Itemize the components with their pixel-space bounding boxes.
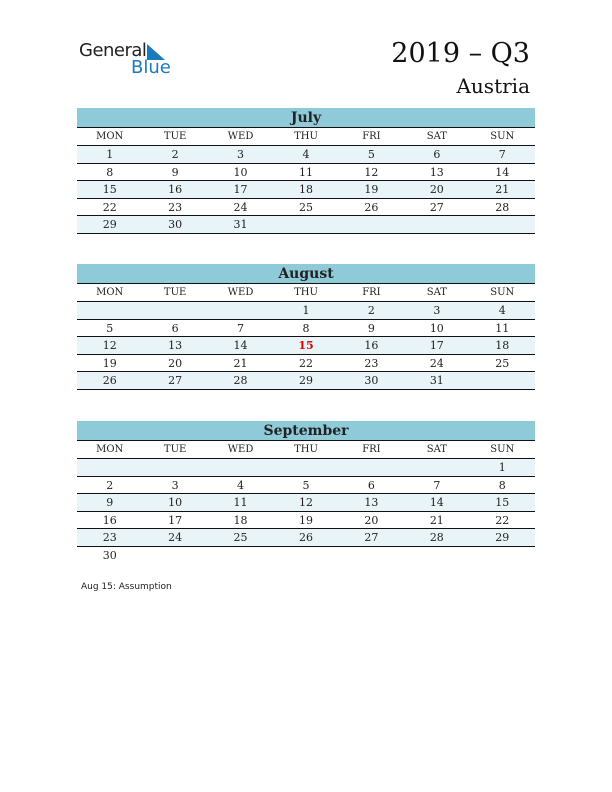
weekday-label: THU — [294, 287, 318, 298]
week-row — [77, 355, 535, 373]
month-august — [77, 264, 535, 390]
day-cell: 3 — [433, 304, 441, 317]
weekday-label: SAT — [426, 287, 447, 298]
day-cell: 31 — [429, 374, 444, 387]
holiday-note: Aug 15: Assumption — [81, 582, 172, 592]
day-cell — [77, 459, 142, 476]
week-row — [77, 164, 535, 182]
day-cell — [404, 547, 469, 565]
day-cell: 24 — [233, 200, 248, 214]
week-row — [77, 494, 535, 512]
day-cell: 12 — [364, 165, 379, 179]
weekday-label: SUN — [490, 287, 515, 298]
day-cell: 23 — [364, 356, 379, 370]
week-row — [77, 477, 535, 495]
day-cell: 17 — [429, 339, 444, 352]
day-cell: 14 — [495, 165, 510, 179]
day-cell: 30 — [168, 218, 183, 231]
day-cell: 20 — [429, 183, 444, 196]
month-september — [77, 421, 535, 564]
day-cell: 18 — [298, 183, 313, 196]
day-cell: 11 — [495, 321, 510, 335]
logo-blue: Blue — [131, 57, 171, 78]
weekday-label: MON — [96, 287, 124, 298]
day-cell: 30 — [102, 548, 117, 562]
day-cell: 26 — [102, 374, 117, 387]
page-title: 2019 – Q3 — [391, 38, 530, 69]
day-cell: 6 — [367, 478, 375, 492]
day-cell — [273, 459, 338, 476]
day-cell — [208, 302, 273, 319]
day-cell — [470, 547, 535, 565]
day-cell — [404, 216, 469, 233]
day-cell: 7 — [433, 478, 441, 492]
day-cell: 7 — [237, 321, 245, 335]
day-cell: 17 — [168, 513, 183, 527]
day-cell: 2 — [367, 304, 375, 317]
day-cell — [273, 547, 338, 565]
day-cell: 1 — [498, 461, 506, 474]
day-cell: 28 — [429, 531, 444, 544]
day-cell: 9 — [367, 321, 375, 335]
week-row — [77, 181, 535, 199]
day-cell: 28 — [495, 200, 510, 214]
day-cell: 29 — [102, 218, 117, 231]
weekday-label: WED — [227, 444, 254, 455]
day-cell: 1 — [106, 148, 114, 161]
weekday-label: THU — [294, 444, 318, 455]
week-row — [77, 146, 535, 164]
day-cell: 27 — [364, 531, 379, 544]
day-cell — [470, 372, 535, 389]
weekday-label: MON — [96, 444, 124, 455]
day-cell: 12 — [102, 339, 117, 352]
day-cell: 27 — [168, 374, 183, 387]
day-cell: 20 — [168, 356, 183, 370]
day-cell: 31 — [233, 218, 248, 231]
day-cell: 4 — [237, 478, 245, 492]
day-cell: 14 — [429, 496, 444, 509]
day-cell: 6 — [433, 148, 441, 161]
day-cell: 9 — [106, 496, 114, 509]
day-cell — [208, 547, 273, 565]
day-cell: 10 — [233, 165, 248, 179]
day-cell: 25 — [495, 356, 510, 370]
weekday-label: THU — [294, 131, 318, 142]
day-cell: 24 — [429, 356, 444, 370]
weekday-label: SAT — [426, 444, 447, 455]
logo — [79, 40, 171, 78]
day-cell: 28 — [233, 374, 248, 387]
week-row — [77, 459, 535, 477]
day-cell — [142, 302, 207, 319]
week-row — [77, 337, 535, 355]
day-cell: 15 — [495, 496, 510, 509]
day-cell: 16 — [168, 183, 183, 196]
day-cell: 21 — [429, 513, 444, 527]
day-cell: 16 — [364, 339, 379, 352]
day-cell: 21 — [495, 183, 510, 196]
day-cell — [339, 216, 404, 233]
day-cell — [142, 547, 207, 565]
day-cell: 18 — [495, 339, 510, 352]
week-row — [77, 372, 535, 390]
day-cell — [77, 302, 142, 319]
country: Austria — [456, 74, 530, 98]
logo-general: General — [79, 40, 147, 61]
day-cell — [404, 459, 469, 476]
day-cell: 11 — [233, 496, 248, 509]
day-cell — [339, 459, 404, 476]
day-cell: 29 — [298, 374, 313, 387]
day-cell: 30 — [364, 374, 379, 387]
day-cell: 3 — [237, 148, 245, 161]
week-row — [77, 216, 535, 234]
day-cell — [339, 547, 404, 565]
day-cell: 26 — [298, 531, 313, 544]
day-cell: 13 — [364, 496, 379, 509]
day-cell: 5 — [367, 148, 375, 161]
day-cell: 18 — [233, 513, 248, 527]
day-cell: 8 — [302, 321, 310, 335]
weekday-label: WED — [227, 287, 254, 298]
month-title: August — [77, 264, 535, 284]
day-cell: 4 — [302, 148, 310, 161]
day-cell: 2 — [171, 148, 179, 161]
weekday-label: TUE — [163, 287, 187, 298]
weekday-label: FRI — [362, 131, 381, 142]
day-cell: 5 — [106, 321, 114, 335]
day-cell: 25 — [233, 531, 248, 544]
weekday-label: FRI — [362, 444, 381, 455]
day-cell: 22 — [102, 200, 117, 214]
day-cell — [273, 216, 338, 233]
weekday-header — [77, 284, 535, 302]
day-cell: 19 — [298, 513, 313, 527]
day-cell: 5 — [302, 478, 310, 492]
day-cell: 23 — [102, 531, 117, 544]
day-cell: 2 — [106, 478, 114, 492]
day-cell: 8 — [106, 165, 114, 179]
day-cell: 4 — [498, 304, 506, 317]
day-cell: 22 — [298, 356, 313, 370]
day-cell: 20 — [364, 513, 379, 527]
day-cell: 17 — [233, 183, 248, 196]
day-cell — [470, 216, 535, 233]
day-cell: 13 — [429, 165, 444, 179]
weekday-label: TUE — [163, 444, 187, 455]
weekday-label: TUE — [163, 131, 187, 142]
day-cell: 23 — [168, 200, 183, 214]
week-row — [77, 320, 535, 338]
day-cell: 29 — [495, 531, 510, 544]
weekday-label: MON — [96, 131, 124, 142]
day-cell: 6 — [171, 321, 179, 335]
month-title: July — [77, 108, 535, 128]
day-cell: 16 — [102, 513, 117, 527]
day-cell — [142, 459, 207, 476]
weekday-header — [77, 441, 535, 459]
day-cell: 12 — [298, 496, 313, 509]
weekday-label: FRI — [362, 287, 381, 298]
day-cell: 19 — [102, 356, 117, 370]
day-cell: 8 — [498, 478, 506, 492]
day-cell — [208, 459, 273, 476]
day-cell: 14 — [233, 339, 248, 352]
day-cell: 7 — [498, 148, 506, 161]
month-title: September — [77, 421, 535, 441]
day-cell: 21 — [233, 356, 248, 370]
weekday-header — [77, 128, 535, 146]
day-cell: 22 — [495, 513, 510, 527]
week-row — [77, 199, 535, 217]
day-cell: 1 — [302, 304, 310, 317]
day-cell: 9 — [171, 165, 179, 179]
day-cell: 25 — [298, 200, 313, 214]
day-cell: 13 — [168, 339, 183, 352]
holiday-day: 15 — [298, 339, 314, 352]
month-july — [77, 108, 535, 234]
day-cell: 27 — [429, 200, 444, 214]
weekday-label: SAT — [426, 131, 447, 142]
day-cell: 24 — [168, 531, 183, 544]
day-cell: 15 — [102, 183, 117, 196]
weekday-label: SUN — [490, 444, 515, 455]
week-row — [77, 529, 535, 547]
day-cell: 19 — [364, 183, 379, 196]
week-row — [77, 547, 535, 565]
day-cell: 11 — [298, 165, 313, 179]
weekday-label: SUN — [490, 131, 515, 142]
day-cell: 10 — [429, 321, 444, 335]
week-row — [77, 302, 535, 320]
day-cell: 26 — [364, 200, 379, 214]
day-cell: 3 — [171, 478, 179, 492]
weekday-label: WED — [227, 131, 254, 142]
week-row — [77, 512, 535, 530]
day-cell: 10 — [168, 496, 183, 509]
